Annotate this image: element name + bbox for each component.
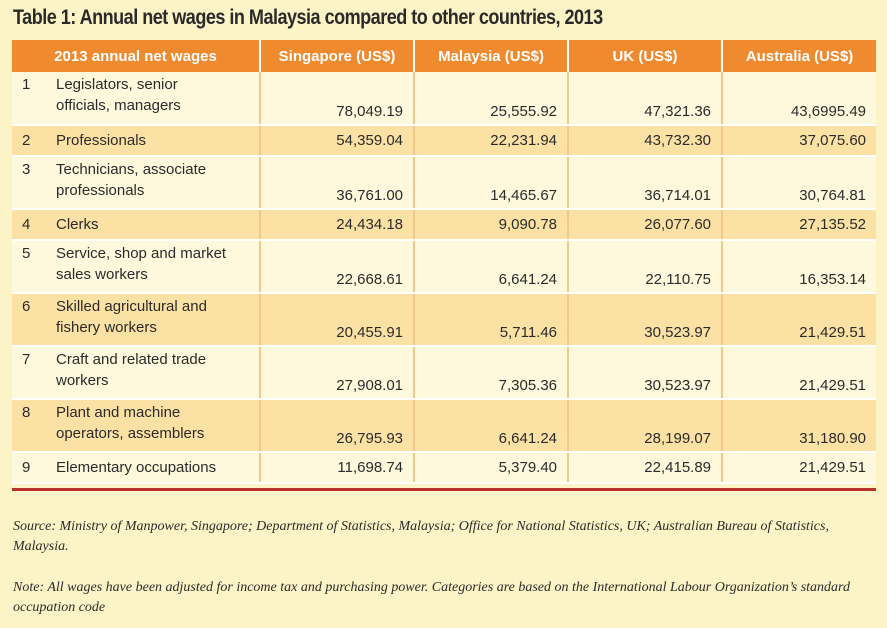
occupation-cell bbox=[52, 293, 260, 346]
australia-wage: 43,6995.49 bbox=[722, 72, 876, 125]
singapore-wage: 11,698.74 bbox=[260, 452, 414, 483]
singapore-wage: 27,908.01 bbox=[260, 346, 414, 399]
occupation-cell: Professionals bbox=[52, 125, 260, 156]
occupation-cell bbox=[52, 72, 260, 125]
uk-wage: 26,077.60 bbox=[568, 209, 722, 240]
table-row bbox=[12, 293, 876, 346]
singapore-wage: 26,795.93 bbox=[260, 399, 414, 452]
occupation-line-2: officials, managers bbox=[56, 97, 181, 114]
malaysia-wage: 14,465.67 bbox=[414, 156, 568, 209]
singapore-wage: 54,359.04 bbox=[260, 125, 414, 156]
table-row bbox=[12, 125, 876, 156]
occupation-cell bbox=[52, 399, 260, 452]
malaysia-wage: 5,379.40 bbox=[414, 452, 568, 483]
singapore-wage: 22,668.61 bbox=[260, 240, 414, 293]
wages-table bbox=[12, 40, 876, 484]
malaysia-wage: 22,231.94 bbox=[414, 125, 568, 156]
occupation-line-2: sales workers bbox=[56, 266, 148, 283]
australia-wage: 21,429.51 bbox=[722, 346, 876, 399]
table-row bbox=[12, 346, 876, 399]
table-row bbox=[12, 72, 876, 125]
table-row bbox=[12, 240, 876, 293]
column-header-uk: UK (US$) bbox=[568, 40, 722, 72]
malaysia-wage: 25,555.92 bbox=[414, 72, 568, 125]
australia-wage: 31,180.90 bbox=[722, 399, 876, 452]
australia-wage: 16,353.14 bbox=[722, 240, 876, 293]
australia-wage: 21,429.51 bbox=[722, 293, 876, 346]
occupation-cell bbox=[52, 156, 260, 209]
malaysia-wage: 5,711.46 bbox=[414, 293, 568, 346]
occupation-line-1: Craft and related trade bbox=[56, 351, 207, 368]
row-number: 2 bbox=[12, 125, 52, 156]
singapore-wage: 36,761.00 bbox=[260, 156, 414, 209]
australia-wage: 27,135.52 bbox=[722, 209, 876, 240]
table-row bbox=[12, 209, 876, 240]
australia-wage: 21,429.51 bbox=[722, 452, 876, 483]
malaysia-wage: 6,641.24 bbox=[414, 240, 568, 293]
column-header-singapore: Singapore (US$) bbox=[260, 40, 414, 72]
singapore-wage: 24,434.18 bbox=[260, 209, 414, 240]
column-header-malaysia: Malaysia (US$) bbox=[414, 40, 568, 72]
column-header-australia: Australia (US$) bbox=[722, 40, 876, 72]
table-row bbox=[12, 156, 876, 209]
australia-wage: 30,764.81 bbox=[722, 156, 876, 209]
singapore-wage: 78,049.19 bbox=[260, 72, 414, 125]
occupation-line-2: professionals bbox=[56, 182, 145, 199]
column-header-occupation: 2013 annual net wages bbox=[12, 40, 260, 72]
occupation-line-1: Legislators, senior bbox=[56, 76, 178, 93]
occupation-cell bbox=[52, 240, 260, 293]
row-number: 4 bbox=[12, 209, 52, 240]
source-note: Source: Ministry of Manpower, Singapore; Department of Statistics, Malaysia; Office for National Statistics, UK; Australian Bureau of Statistics, Malaysia. bbox=[13, 519, 829, 554]
table-row bbox=[12, 399, 876, 452]
table-header-row bbox=[12, 40, 876, 72]
singapore-wage: 20,455.91 bbox=[260, 293, 414, 346]
table-title: Table 1: Annual net wages in Malaysia compared to other countries, 2013 bbox=[13, 6, 603, 29]
occupation-line-1: Service, shop and market bbox=[56, 245, 227, 262]
occupation-line-1: Plant and machine bbox=[56, 404, 181, 421]
uk-wage: 28,199.07 bbox=[568, 399, 722, 452]
occupation-line-1: Skilled agricultural and bbox=[56, 298, 207, 315]
footnote: Note: All wages have been adjusted for income tax and purchasing power. Categories are based on the International Labour Organization’s standard occupation code bbox=[13, 580, 850, 615]
row-number: 7 bbox=[12, 346, 52, 399]
occupation-line-2: workers bbox=[56, 372, 109, 389]
occupation-line-2: operators, assemblers bbox=[56, 425, 205, 442]
row-number: 1 bbox=[12, 72, 52, 125]
table-row bbox=[12, 452, 876, 483]
uk-wage: 47,321.36 bbox=[568, 72, 722, 125]
malaysia-wage: 6,641.24 bbox=[414, 399, 568, 452]
occupation-line-2: fishery workers bbox=[56, 319, 157, 336]
row-number: 6 bbox=[12, 293, 52, 346]
uk-wage: 30,523.97 bbox=[568, 293, 722, 346]
row-number: 3 bbox=[12, 156, 52, 209]
australia-wage: 37,075.60 bbox=[722, 125, 876, 156]
malaysia-wage: 7,305.36 bbox=[414, 346, 568, 399]
uk-wage: 22,110.75 bbox=[568, 240, 722, 293]
row-number: 5 bbox=[12, 240, 52, 293]
occupation-cell: Elementary occupations bbox=[52, 452, 260, 483]
uk-wage: 36,714.01 bbox=[568, 156, 722, 209]
occupation-cell bbox=[52, 346, 260, 399]
malaysia-wage: 9,090.78 bbox=[414, 209, 568, 240]
table-bottom-rule bbox=[12, 488, 876, 491]
occupation-cell: Clerks bbox=[52, 209, 260, 240]
occupation-line-1: Technicians, associate bbox=[56, 161, 207, 178]
uk-wage: 30,523.97 bbox=[568, 346, 722, 399]
uk-wage: 43,732.30 bbox=[568, 125, 722, 156]
row-number: 9 bbox=[12, 452, 52, 483]
row-number: 8 bbox=[12, 399, 52, 452]
uk-wage: 22,415.89 bbox=[568, 452, 722, 483]
